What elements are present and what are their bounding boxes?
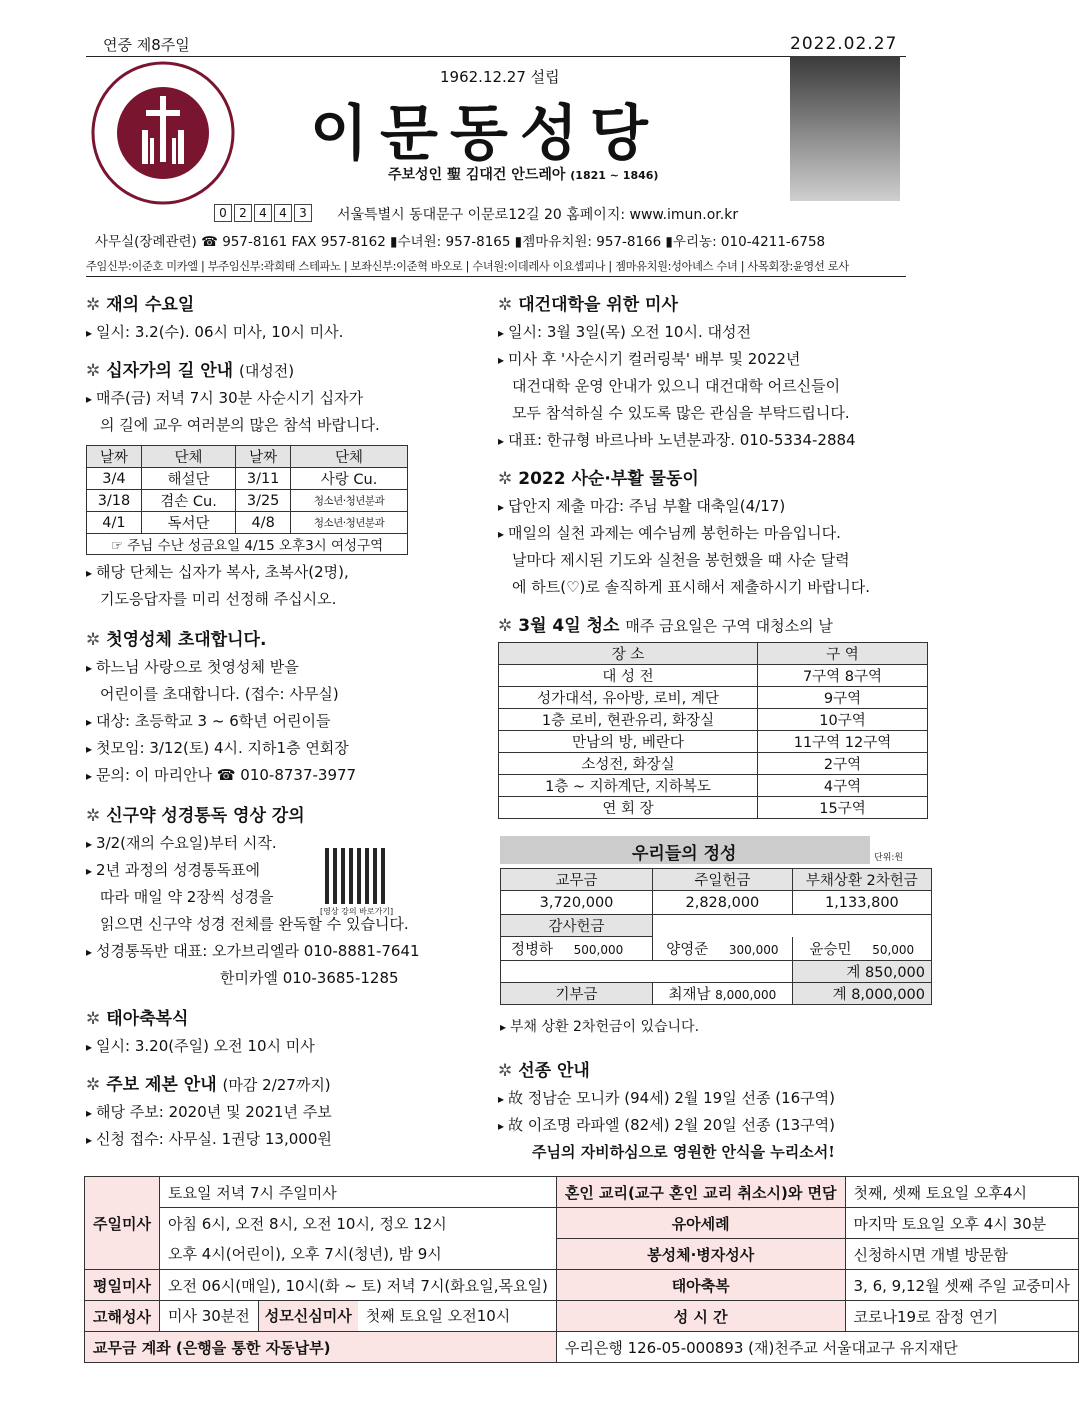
communion-line: ▸ 하느님 사랑으로 첫영성체 받을 <box>86 654 486 681</box>
funeral-title: ✲ 선종 안내 <box>498 1061 590 1081</box>
table-row: 정병하 500,000 양영준 300,000 윤승민 50,000 <box>501 937 932 961</box>
baby-line: ▸ 일시: 3.20(주일) 오전 10시 미사 <box>86 1033 486 1060</box>
staff-list: 주임신부:이준호 미카엘 | 부주임신부:곽희태 스테파노 | 보좌신부:이준혁 바오로 | 수녀원:이데레사 이요셉피나 | 젬마유치원:성아녜스 수녀 | 사목회장:윤영선 로사 <box>86 260 849 273</box>
elder-title: ✲ 대건대학을 위한 미사 <box>498 295 678 315</box>
table-row: 성가대석, 유아방, 로비, 계단 9구역 <box>499 687 928 709</box>
elder-line: ▸ 일시: 3월 3일(목) 오전 10시. 대성전 <box>498 319 908 346</box>
zip-digit: 4 <box>274 204 292 222</box>
bible-line: ▸ 3/2(재의 수요일)부터 시작. <box>86 830 486 857</box>
lent-line: ▸ 답안지 제출 마감: 주님 부활 대축일(4/17) <box>498 493 908 520</box>
funeral-line: ▸ 故 정남순 모니카 (94세) 2월 19일 선종 (16구역) <box>498 1085 908 1112</box>
cross-after-line: ▸ 해당 단체는 십자가 복사, 초복사(2명), <box>86 559 486 586</box>
offering-title: 우리들의 정성 <box>632 844 737 864</box>
cross-title: ✲ 십자가의 길 안내 (대성전) <box>86 361 295 381</box>
zip-digit: 0 <box>214 204 232 222</box>
table-header: 교무금 <box>501 869 653 891</box>
bible-line: ▸ 2년 과정의 성경통독표에 <box>86 857 486 884</box>
baby-title: ✲ 태아축복식 <box>86 1009 189 1029</box>
church-seal-icon <box>90 60 236 206</box>
address: 서울특별시 동대문구 이문로12길 20 홈페이지: www.imun.or.kr <box>337 207 739 223</box>
flower-icon: ✲ <box>86 1075 101 1095</box>
table-row: 3,720,000 2,828,000 1,133,800 <box>501 891 932 915</box>
bible-line: 읽으면 신구약 성경 전체를 완독할 수 있습니다. <box>100 915 409 933</box>
cross-after-line: 기도응답자를 미리 선정해 주십시오. <box>100 590 337 608</box>
table-row: 계 850,000 <box>501 961 932 983</box>
offering-note: ▸ 부채 상환 2차헌금이 있습니다. <box>500 1014 699 1040</box>
table-row: 고해성사 미사 30분전 성모신심미사 첫째 토요일 오전10시 성 시 간 코로나19로 잠정 연기 <box>85 1301 1079 1332</box>
table-row: 기부금 최재남 8,000,000 계 8,000,000 <box>501 983 932 1005</box>
zip-digit: 4 <box>254 204 272 222</box>
zip-code <box>214 204 312 222</box>
header-divider <box>86 276 906 277</box>
cross-line: ▸ 매주(금) 저녁 7시 30분 사순시기 십자가 <box>86 385 486 412</box>
church-name: 이문동성당 <box>310 99 660 169</box>
lent-line: ▸ 매일의 실천 과제는 예수님께 봉헌하는 마음입니다. <box>498 520 908 547</box>
binding-title: ✲ 주보 제본 안내 (마감 2/27까지) <box>86 1075 331 1095</box>
binding-line: ▸ 신청 접수: 사무실. 1권당 13,000원 <box>86 1126 486 1153</box>
left-column <box>86 290 486 1153</box>
offering-unit: 단위:원 <box>874 853 904 863</box>
flower-icon: ✲ <box>86 295 101 315</box>
elder-line: 대건대학 운영 안내가 있으니 대건대학 어르신들이 <box>512 377 841 395</box>
founded-date: 1962.12.27 설립 <box>440 68 560 86</box>
communion-line: 어린이를 초대합니다. (접수: 사무실) <box>100 685 339 703</box>
flower-icon: ✲ <box>498 1061 513 1081</box>
cross-line: 의 길에 교우 여러분의 많은 참석 바랍니다. <box>100 416 380 434</box>
table-row: 4/1 독서단 4/8 청소년·청년분과 <box>87 512 408 534</box>
qr-caption: [영상 강의 바로가기] <box>320 907 394 916</box>
table-row: 주일미사 토요일 저녁 7시 주일미사 혼인 교리(교구 혼인 교리 취소시)와 면담 첫째, 셋째 토요일 오후4시 <box>85 1177 1079 1208</box>
flower-icon: ✲ <box>86 630 101 650</box>
cleaning-title: ✲ 3월 4일 청소 매주 금요일은 구역 대청소의 날 <box>498 616 833 636</box>
table-row: 소성전, 화장실 2구역 <box>499 753 928 775</box>
table-row: 봉성체·병자성사 신청하시면 개별 방문함 <box>85 1239 1079 1270</box>
table-row: 1층 로비, 현관유리, 화장실 10구역 <box>499 709 928 731</box>
table-row: 평일미사 오전 06시(매일), 10시(화 ~ 토) 저녁 7시(화요일,목요일) 태아축복 3, 6, 9,12월 셋째 주일 교중미사 <box>85 1270 1079 1301</box>
table-header: 부채상환 2차헌금 <box>792 869 931 891</box>
qr-code-icon[interactable] <box>325 848 389 904</box>
good-friday-note: ☞ 주님 수난 성금요일 4/15 오후3시 여성구역 <box>87 534 408 555</box>
bible-line: 따라 매일 약 2장씩 성경을 <box>100 888 274 906</box>
table-row: 1층 ~ 지하계단, 지하복도 4구역 <box>499 775 928 797</box>
offering-banner <box>500 836 870 864</box>
ash-line: ▸ 일시: 3.2(수). 06시 미사, 10시 미사. <box>86 319 486 346</box>
table-row: 연 회 장 15구역 <box>499 797 928 819</box>
table-header: 단체 <box>141 446 235 468</box>
bible-line: 한미카엘 010-3685-1285 <box>220 969 399 987</box>
table-header: 날짜 <box>87 446 142 468</box>
table-row: 교무금 계좌 (은행을 통한 자동납부) 우리은행 126-05-000893 (재)천주교 서울대교구 유지재단 <box>85 1332 1079 1363</box>
offering-table <box>500 868 932 1005</box>
table-row: 대 성 전 7구역 8구역 <box>499 665 928 687</box>
right-column <box>498 290 908 819</box>
cross-table <box>86 445 408 555</box>
zip-digit: 3 <box>294 204 312 222</box>
lent-line: 날마다 제시된 기도와 실천을 봉헌했을 때 사순 달력 <box>512 551 850 569</box>
top-divider <box>86 56 906 57</box>
flower-icon: ✲ <box>498 295 513 315</box>
lent-title: ✲ 2022 사순·부활 물동이 <box>498 469 699 489</box>
funeral-line: ▸ 故 이조명 라파엘 (82세) 2월 20일 선종 (13구역) <box>498 1112 908 1139</box>
table-row <box>87 534 408 555</box>
table-header: 단체 <box>291 446 408 468</box>
patron-saint: 주보성인 聖 김대건 안드레아 (1821 ~ 1846) <box>388 167 659 183</box>
binding-line: ▸ 해당 주보: 2020년 및 2021년 주보 <box>86 1099 486 1126</box>
bible-title: ✲ 신구약 성경통독 영상 강의 <box>86 806 305 826</box>
ash-title: ✲ 재의 수요일 <box>86 295 195 315</box>
flower-icon: ✲ <box>86 361 101 381</box>
table-header: 장 소 <box>499 643 758 665</box>
communion-line: ▸ 첫모임: 3/12(토) 4시. 지하1층 연회장 <box>86 735 486 762</box>
table-header: 날짜 <box>236 446 291 468</box>
season-label: 연중 제8주일 <box>103 36 190 54</box>
table-row: 만남의 방, 베란다 11구역 12구역 <box>499 731 928 753</box>
communion-line: ▸ 대상: 초등학교 3 ~ 6학년 어린이들 <box>86 708 486 735</box>
table-row: 3/4 해설단 3/11 사랑 Cu. <box>87 468 408 490</box>
bible-line: ▸ 성경통독반 대표: 오가브리엘라 010-8881-7641 <box>86 938 486 965</box>
patron-portrait <box>790 56 900 201</box>
zip-digit: 2 <box>234 204 252 222</box>
elder-line: ▸ 미사 후 '사순시기 컬러링북' 배부 및 2022년 <box>498 346 908 373</box>
flower-icon: ✲ <box>498 469 513 489</box>
table-row: 아침 6시, 오전 8시, 오전 10시, 정오 12시 오후 4시(어린이), 오후 7시(청년), 밤 9시 유아세례 마지막 토요일 오후 4시 30분 <box>85 1208 1079 1239</box>
table-header: 주일헌금 <box>653 869 793 891</box>
bulletin-date: 2022.02.27 <box>790 34 898 54</box>
lent-line: 에 하트(♡)로 솔직하게 표시해서 제출하시기 바랍니다. <box>512 578 871 596</box>
funeral-prayer: 주님의 자비하심으로 영원한 안식을 누리소서! <box>532 1143 835 1161</box>
table-header: 구 역 <box>758 643 928 665</box>
flower-icon: ✲ <box>86 806 101 826</box>
table-row: 감사헌금 <box>501 915 932 937</box>
funeral-section <box>498 1056 908 1166</box>
cleaning-table <box>498 642 928 819</box>
elder-line: 모두 참석하실 수 있도록 많은 관심을 부탁드립니다. <box>512 404 850 422</box>
communion-title: ✲ 첫영성체 초대합니다. <box>86 630 267 650</box>
elder-line: ▸ 대표: 한규형 바르나바 노년분과장. 010-5334-2884 <box>498 427 908 454</box>
communion-line: ▸ 문의: 이 마리안나 ☎ 010-8737-3977 <box>86 762 486 789</box>
flower-icon: ✲ <box>86 1009 101 1029</box>
table-row: 3/18 겸손 Cu. 3/25 청소년·청년분과 <box>87 490 408 512</box>
contact-phones: 사무실(장례관련) ☎ 957-8161 FAX 957-8162 ▮수녀원: 957-8165 ▮젬마유치원: 957-8166 ▮우리농: 010-4211-6758 <box>95 234 826 250</box>
schedule-table <box>84 1176 1079 1363</box>
flower-icon: ✲ <box>498 616 513 636</box>
